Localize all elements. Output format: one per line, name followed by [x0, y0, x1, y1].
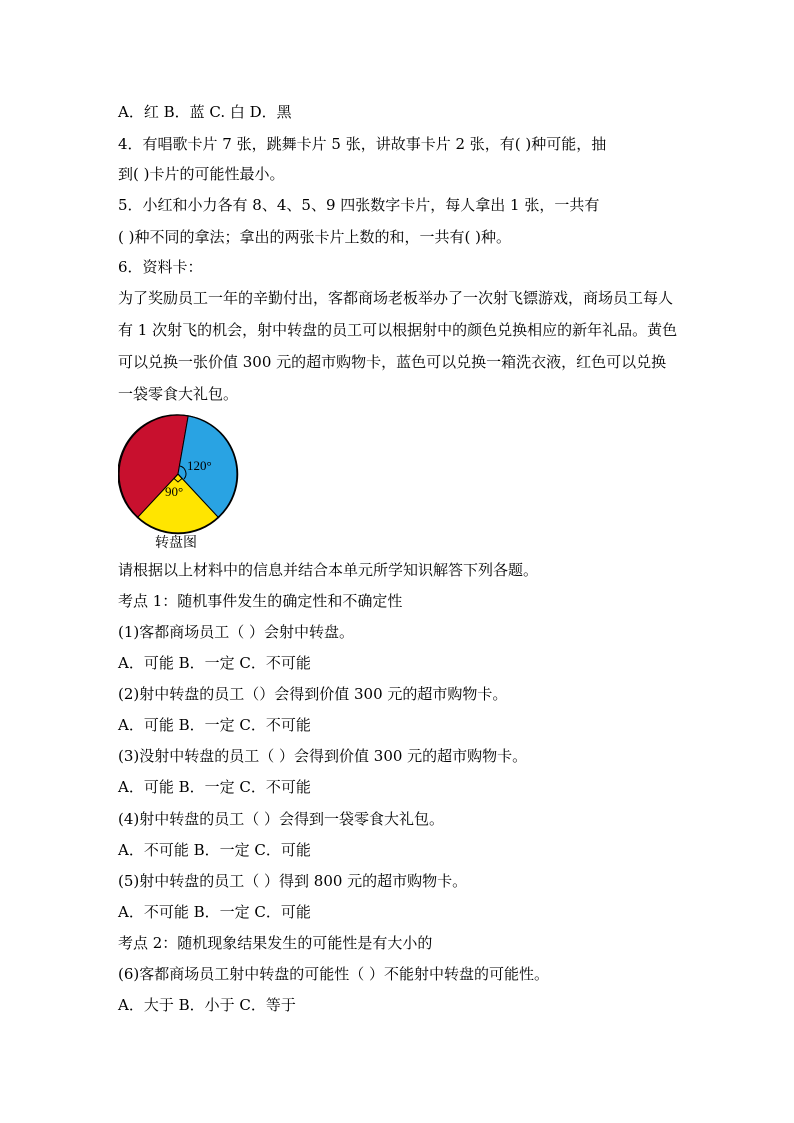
yellow-angle-label: 90°: [165, 484, 184, 499]
topic-1-heading: 考点 1：随机事件发生的确定性和不确定性: [118, 592, 403, 610]
question-4-line-2: 到( )卡片的可能性最小。: [118, 165, 285, 183]
topic-2-heading: 考点 2：随机现象结果发生的可能性是有大小的: [118, 934, 433, 952]
question-3-options: A．可能 B．一定 C．不可能: [118, 778, 311, 796]
question-2-options: A．可能 B．一定 C．不可能: [118, 716, 311, 734]
question-4-line-1: 4．有唱歌卡片 7 张，跳舞卡片 5 张，讲故事卡片 2 张，有( )种可能，抽: [118, 135, 607, 153]
question-6: (6)客都商场员工射中转盘的可能性（ ）不能射中转盘的可能性。: [118, 965, 550, 983]
options-line: A．红 B．蓝 C. 白 D．黑: [118, 103, 292, 121]
spinner-caption: 转盘图: [155, 535, 197, 551]
spinner-diagram: [118, 414, 240, 540]
question-2: (2)射中转盘的员工（）会得到价值 300 元的超市购物卡。: [118, 685, 508, 703]
question-5-line-1: 5．小红和小力各有 8、4、5、9 四张数字卡片，每人拿出 1 张，一共有: [118, 196, 600, 214]
info-card-paragraph: 为了奖励员工一年的辛勤付出，客都商场老板举办了一次射飞镖游戏，商场员工每人有 1 次射飞的机会，射中转盘的员工可以根据射中的颜色兑换相应的新年礼品。黄色可以兑换一张价值 300 元的超市购物卡，蓝色可以兑换一箱洗衣液，红色可以兑换一袋零食大礼包。: [118, 289, 678, 403]
question-1: (1)客都商场员工（ ）会射中转盘。: [118, 623, 355, 641]
question-4-options: A．不可能 B．一定 C．可能: [118, 841, 311, 859]
question-1-options: A．可能 B．一定 C．不可能: [118, 654, 311, 672]
question-6-title: 6．资料卡：: [118, 258, 203, 276]
question-6-options: A．大于 B．小于 C．等于: [118, 996, 296, 1014]
question-3: (3)没射中转盘的员工（ ）会得到价值 300 元的超市购物卡。: [118, 747, 528, 765]
question-5-options: A．不可能 B．一定 C．可能: [118, 903, 311, 921]
question-5-line-2: ( )种不同的拿法；拿出的两张卡片上数的和，一共有( )种。: [118, 228, 511, 246]
blue-angle-label: 120°: [187, 458, 212, 473]
instruction-line: 请根据以上材料中的信息并结合本单元所学知识解答下列各题。: [118, 561, 539, 579]
question-5: (5)射中转盘的员工（ ）得到 800 元的超市购物卡。: [118, 872, 468, 890]
question-4: (4)射中转盘的员工（ ）会得到一袋零食大礼包。: [118, 810, 445, 828]
